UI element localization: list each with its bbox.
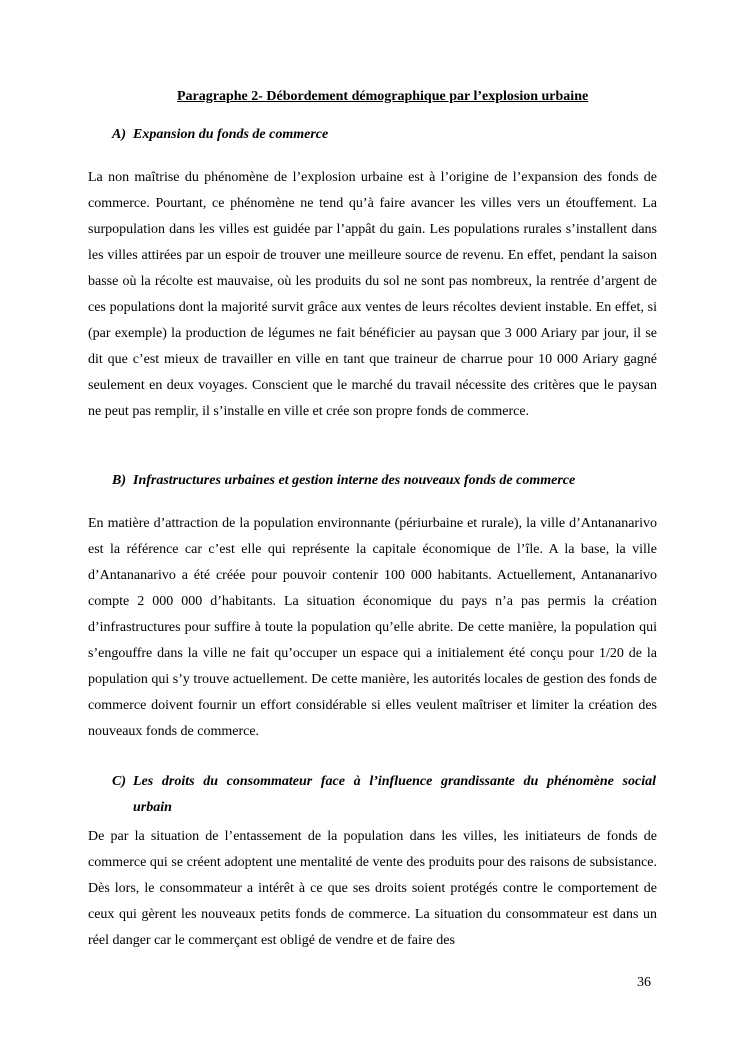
section-c-heading [112,769,656,821]
section-b-letter: B) [112,473,126,488]
section-b-paragraph: En matière d’attraction de la population environnante (périurbaine et rurale), la ville d’Antananarivo est la référence car c’est elle qui représente la capitale économique de l’île. A la base, la ville d’Antananarivo a été créée pour pouvoir contenir 100 000 habitants. Actuellement, Antananarivo compte 2 000 000 d’habitants. La situation économique du pays n’a pas permis la création d’infrastructures pour suffire à toute la population qu’elle abrite. De cette manière, la population qui s’engouffre dans la ville ne fait qu’occuper un espace qui a initialement été conçu pour 1/20 de la population qui s’y trouve actuellement. De cette manière, les autorités locales de gestion des fonds de commerce doivent fournir un effort considérable si elles veulent maîtriser et limiter la création des nouveaux fonds de commerce. [88,516,657,739]
section-c-title-continued: urbain [133,800,172,815]
section-c-letter: C) [112,774,126,789]
page-number: 36 [637,975,651,990]
section-a-title: Expansion du fonds de commerce [133,127,329,142]
page-title: Paragraphe 2- Débordement démographique par l’explosion urbaine [177,89,589,104]
section-a-paragraph: La non maîtrise du phénomène de l’explosion urbaine est à l’origine de l’expansion des fonds de commerce. Pourtant, ce phénomène ne tend qu’à faire avancer les villes vers un étouffement. La surpopulation dans les villes est guidée par l’appât du gain. Les populations rurales s’installent dans les villes attirées par un espoir de trouver une meilleure source de revenu. En effet, pendant la saison basse où la récolte est mauvaise, où les produits du sol ne sont pas nombreux, la rentrée d’argent de ces populations dont la majorité survit grâce aux ventes de leurs récoltes devient instable. En effet, si (par exemple) la production de légumes ne fait bénéficier au paysan que 3 000 Ariary par jour, il se dit que c’est mieux de travailler en ville en tant que traineur de charrue pour 10 000 Ariary gagné seulement en deux voyages. Conscient que le marché du travail nécessite des critères que le paysan ne peut pas remplir, il s’installe en ville et crée son propre fonds de commerce. [88,170,657,419]
section-b-heading [112,473,575,489]
section-a-letter: A) [112,127,126,142]
section-c-paragraph: De par la situation de l’entassement de la population dans les villes, les initiateurs de fonds de commerce qui se créent adoptent une mentalité de vente des produits pour des raisons de subsistance. Dès lors, le consommateur a intérêt à ce que ses droits soient protégés contre le comportement de ceux qui gèrent les nouveaux petits fonds de commerce. La situation du consommateur est dans un réel danger car le commerçant est obligé de vendre et de faire des [88,829,657,948]
section-c-title: Les droits du consommateur face à l’influence grandissante du phénomène social [133,774,656,789]
section-a-heading [112,127,328,143]
section-b-title: Infrastructures urbaines et gestion interne des nouveaux fonds de commerce [133,473,576,488]
